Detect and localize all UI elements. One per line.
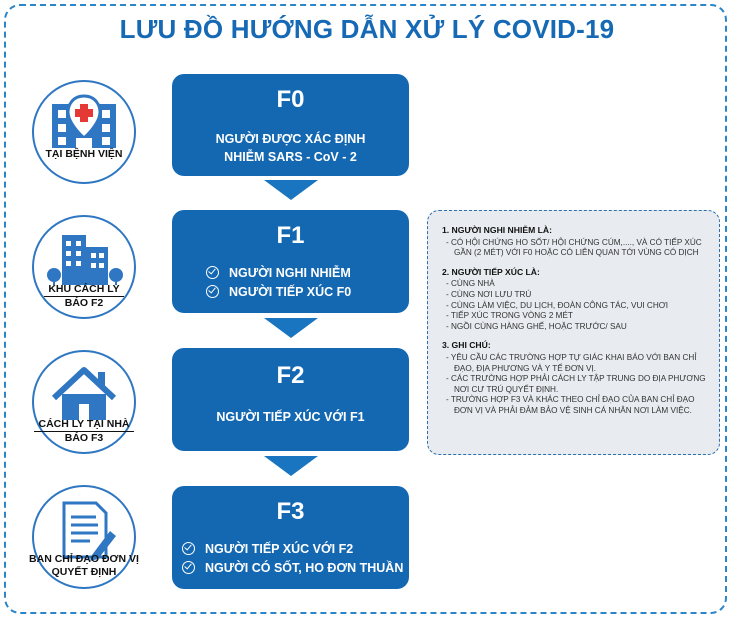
notes-item: - CÁC TRƯỜNG HỢP PHẢI CÁCH LY TẬP TRUNG DO ĐỊA PHƯƠNG NƠI CƯ TRÚ QUYẾT ĐỊNH.	[446, 374, 706, 394]
building-label: KHU CÁCH LY BÁO F2	[14, 283, 154, 310]
hospital-circle	[32, 80, 136, 184]
step-f1-check-2: NGƯỜI TIẾP XÚC F0	[206, 285, 351, 299]
step-f3-check-1: NGƯỜI TIẾP XÚC VỚI F2	[182, 542, 353, 556]
step-f2-code: F2	[276, 362, 305, 389]
house-circle	[32, 350, 136, 454]
notes-item: - CÓ HỘI CHỨNG HO SỐT/ HỘI CHỨNG CÚM,...., VÀ CÓ TIẾP XÚC GẦN (2 MÉT) VỚI F0 HOẶC CÓ LIÊN QUAN TỚI VÙNG CÓ DỊCH	[446, 237, 702, 258]
building-circle	[32, 215, 136, 319]
house-label: CÁCH LY TẠI NHÀ BÁO F3	[14, 418, 154, 445]
notes-section	[442, 225, 709, 259]
notes-item: - CÙNG LÀM VIỆC, DU LỊCH, ĐOÀN CÔNG TÁC, VUI CHƠI	[446, 300, 669, 310]
notes-item: - TIẾP XÚC TRONG VÒNG 2 MÉT	[446, 311, 573, 321]
step-f3-check-2: NGƯỜI CÓ SỐT, HO ĐƠN THUẦN	[182, 561, 403, 575]
step-f1-box	[172, 210, 409, 313]
document-circle	[29, 485, 139, 589]
notes-section	[442, 340, 709, 416]
step-f0-line-2: NHIỄM SARS - CoV - 2	[224, 150, 357, 164]
step-f3-box	[172, 486, 409, 589]
step-f1-code: F1	[276, 222, 305, 249]
hospital-label: TẠI BỆNH VIỆN	[45, 148, 123, 160]
check-circle-icon	[206, 285, 219, 298]
notes-item: - NGỒI CÙNG HÀNG GHẾ, HOẶC TRƯỚC/ SAU	[446, 321, 627, 331]
step-f2-line-1: NGƯỜI TIẾP XÚC VỚI F1	[216, 410, 365, 424]
flow-arrow	[264, 456, 318, 476]
notes-item: - CÙNG NHÀ	[446, 279, 495, 289]
step-f0-line-1: NGƯỜI ĐƯỢC XÁC ĐỊNH	[215, 132, 366, 146]
step-f0-box	[172, 74, 409, 176]
notes-heading: 3. GHI CHÚ:	[442, 340, 491, 351]
step-f0-code: F0	[276, 86, 305, 113]
page-title: LƯU ĐỒ HƯỚNG DẪN XỬ LÝ COVID-19	[119, 14, 615, 44]
notes-item: - CÙNG NƠI LƯU TRÚ	[446, 289, 532, 299]
flow-arrow	[264, 180, 318, 200]
flow-arrow	[264, 318, 318, 338]
hospital-icon	[34, 82, 134, 182]
notes-item: - TRƯỜNG HỢP F3 VÀ KHÁC THEO CHỈ ĐẠO CỦA BAN CHỈ ĐẠO ĐƠN VỊ VÀ PHẢI ĐẢM BẢO VỆ SINH CÁ NHÂN NƠI LÀM VIỆC.	[446, 395, 695, 415]
check-circle-icon	[182, 542, 195, 555]
notes-item: - YÊU CẦU CÁC TRƯỜNG HỢP TỰ GIÁC KHAI BÁO VỚI BAN CHỈ ĐẠO, ĐỊA PHƯƠNG VÀ Y TẾ ĐƠN VỊ.	[446, 352, 697, 373]
step-f3-code: F3	[276, 498, 305, 525]
step-f1-check-1: NGƯỜI NGHI NHIỄM	[206, 266, 351, 280]
step-f2-box	[172, 348, 409, 451]
notes-heading: 1. NGƯỜI NGHI NHIỄM LÀ:	[442, 225, 552, 235]
document-label: BAN CHỈ ĐẠO ĐƠN VỊ QUYẾT ĐỊNH	[29, 553, 139, 578]
check-circle-icon	[206, 266, 219, 279]
notes-panel	[427, 210, 720, 455]
check-circle-icon	[182, 561, 195, 574]
notes-heading: 2. NGƯỜI TIẾP XÚC LÀ:	[442, 266, 540, 277]
notes-section	[442, 267, 709, 333]
